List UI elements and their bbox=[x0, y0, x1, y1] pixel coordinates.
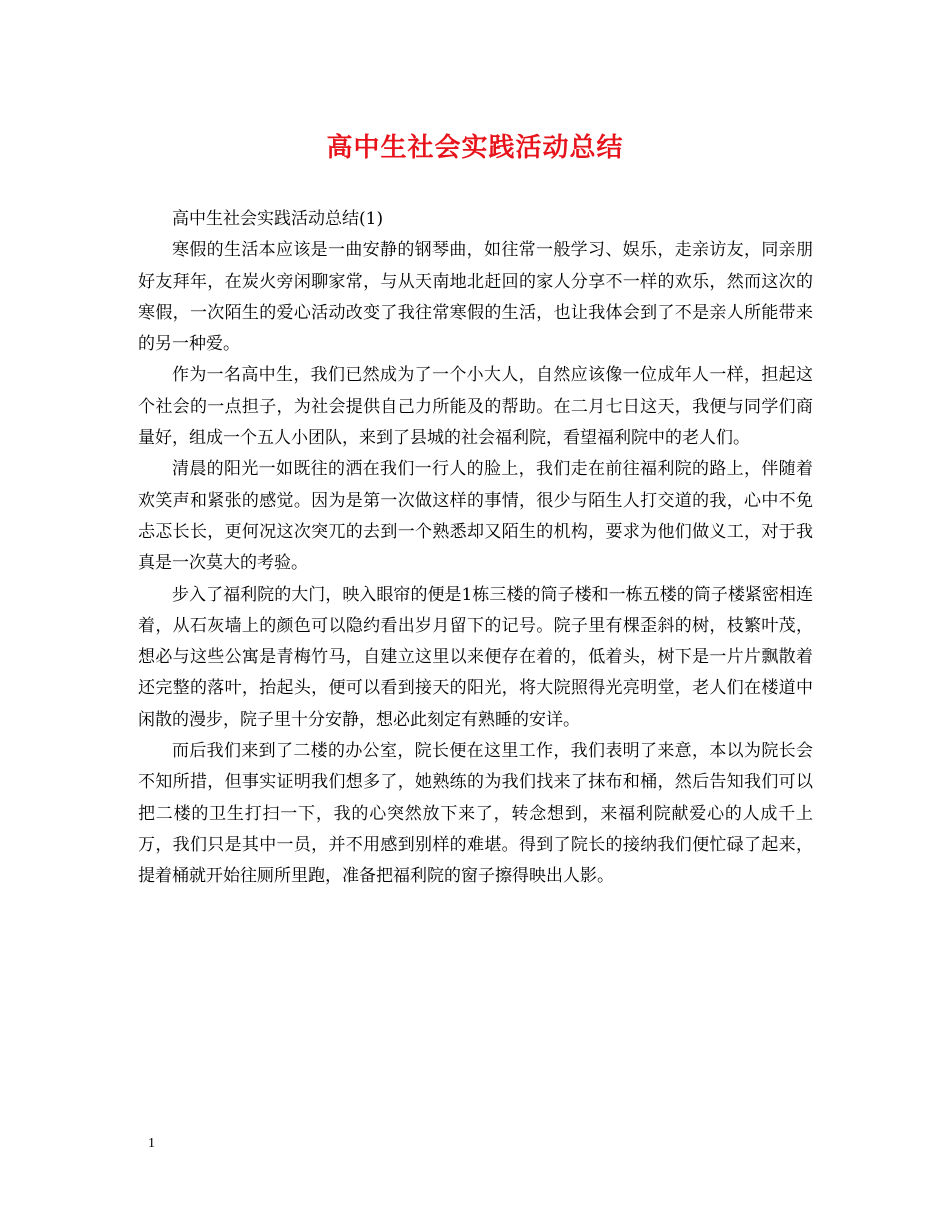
document-body bbox=[138, 204, 813, 893]
document-title: 高中生社会实践活动总结 bbox=[326, 133, 624, 163]
paragraph: 而后我们来到了二楼的办公室，院长便在这里工作，我们表明了来意，本以为院长会不知所措，但事实证明我们想多了，她熟练的为我们找来了抹布和桶，然后告知我们可以把二楼的卫生打扫一下，我的心突然放下来了，转念想到，来福利院献爱心的人成千上万，我们只是其中一员，并不用感到别样的难堪。得到了院长的接纳我们便忙碌了起来，提着桶就开始往厕所里跑，准备把福利院的窗子擦得映出人影。 bbox=[138, 741, 813, 887]
paragraph: 作为一名高中生，我们已然成为了一个小大人，自然应该像一位成年人一样，担起这个社会的一点担子，为社会提供自己力所能及的帮助。在二月七日这天，我便与同学们商量好，组成一个五人小团队，来到了县城的社会福利院，看望福利院中的老人们。 bbox=[138, 365, 813, 449]
paragraph: 清晨的阳光一如既往的洒在我们一行人的脸上，我们走在前往福利院的路上，伴随着欢笑声和紧张的感觉。因为是第一次做这样的事情，很少与陌生人打交道的我，心中不免忐忑长长，更何况这次突兀的去到一个熟悉却又陌生的机构，要求为他们做义工，对于我真是一次莫大的考验。 bbox=[138, 459, 813, 574]
paragraph: 步入了福利院的大门，映入眼帘的便是1栋三楼的筒子楼和一栋五楼的筒子楼紧密相连着，从石灰墙上的颜色可以隐约看出岁月留下的记号。院子里有棵歪斜的树，枝繁叶茂，想必与这些公寓是青梅竹马，自建立这里以来便存在着的，低着头，树下是一片片飘散着还完整的落叶，抬起头，便可以看到接天的阳光，将大院照得光亮明堂，老人们在楼道中闲散的漫步，院子里十分安静，想必此刻定有熟睡的安详。 bbox=[138, 584, 813, 730]
page-number: 1 bbox=[148, 1136, 155, 1151]
paragraph-heading: 高中生社会实践活动总结(1) bbox=[172, 209, 384, 229]
paragraph: 寒假的生活本应该是一曲安静的钢琴曲，如往常一般学习、娱乐，走亲访友，同亲朋好友拜年，在炭火旁闲聊家常，与从天南地北赶回的家人分享不一样的欢乐，然而这次的寒假，一次陌生的爱心活动改变了我往常寒假的生活，也让我体会到了不是亲人所能带来的另一种爱。 bbox=[138, 240, 813, 355]
